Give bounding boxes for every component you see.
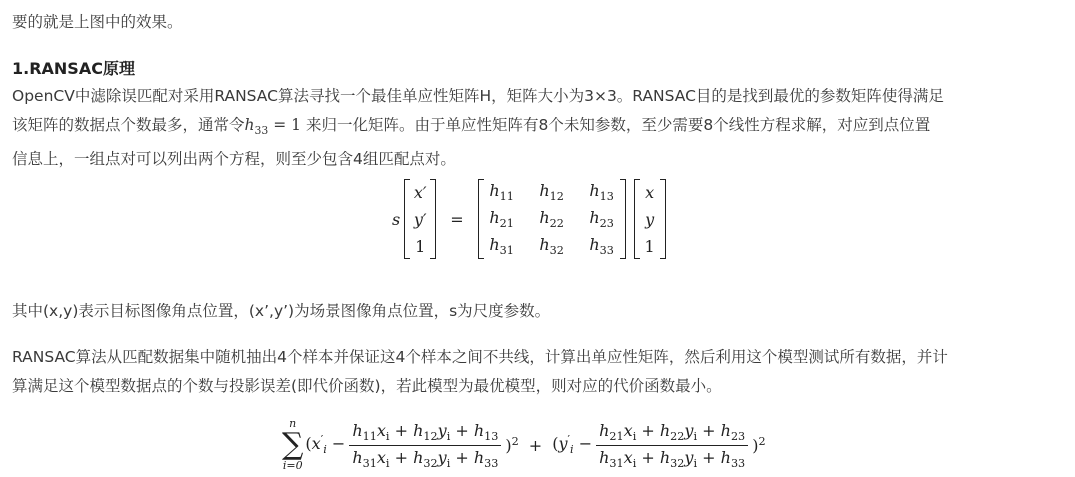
- summation: [282, 418, 303, 472]
- left-vector: [404, 179, 436, 259]
- y-term-close: )$^2$: [752, 434, 766, 456]
- paragraph-line: 算满足这个模型数据点的个数与投影误差(即代价函数)，若此模型为最优模型，则对应的代价函数最小。: [12, 377, 722, 395]
- fraction-denominator: $h_{31}x_i + h_{32}y_i + h_{33}$: [352, 447, 499, 470]
- vector-entry: x′: [413, 182, 427, 202]
- x-term-open: ($x'_i$ −: [305, 433, 346, 457]
- paragraph-coordinates: 其中(x,y)表示目标图像角点位置，(x’,y’)为场景图像角点位置，s为尺度参数。: [12, 302, 551, 320]
- matrix-entry: $h_{21}$: [489, 208, 514, 230]
- vector-entry: x: [645, 182, 655, 202]
- paragraph-line: [12, 111, 1068, 145]
- equals-sign: =: [450, 209, 464, 229]
- matrix-entry: $h_{22}$: [539, 208, 564, 230]
- paragraph-text: 该矩阵的数据点个数最多，通常令: [12, 116, 245, 134]
- inline-math-equals-one: = 1: [273, 116, 302, 134]
- matrix-entry: $h_{12}$: [539, 181, 564, 203]
- homography-matrix: [478, 179, 626, 259]
- paragraph-text: 来归一化矩阵。由于单应性矩阵有8个未知参数，至少需要8个线性方程求解，对应到点位置: [305, 116, 931, 134]
- section-heading: 1.RANSAC原理: [12, 59, 135, 78]
- matrix-entry: $h_{13}$: [589, 181, 614, 203]
- paragraph-ransac-algorithm: [12, 343, 1068, 401]
- vector-entry: y: [645, 209, 655, 229]
- y-term-open: ($y'_i$ −: [552, 433, 593, 457]
- paragraph-line: RANSAC算法从匹配数据集中随机抽出4个样本并保证这4个样本之间不共线，计算出单应性矩阵，然后利用这个模型测试所有数据，并计: [12, 348, 948, 366]
- y-projection-fraction: [596, 421, 748, 470]
- matrix-entry: $h_{33}$: [589, 235, 614, 257]
- vector-entry: y′: [413, 209, 427, 229]
- sigma-symbol: ∑: [282, 427, 304, 462]
- matrix-entry: $h_{23}$: [589, 208, 614, 230]
- paragraph-ransac-principle: [12, 82, 1068, 174]
- intro-line: 要的就是上图中的效果。: [12, 13, 183, 31]
- matrix-entry: $h_{11}$: [489, 181, 514, 203]
- fraction-numerator: $h_{21}x_i + h_{22}y_i + h_{23}$: [596, 421, 748, 446]
- fraction-denominator: $h_{31}x_i + h_{32}y_i + h_{33}$: [599, 447, 746, 470]
- matrix-entry: $h_{31}$: [489, 235, 514, 257]
- paragraph-line: 信息上，一组点对可以列出两个方程，则至少包含4组匹配点对。: [12, 149, 456, 168]
- x-term-close: )$^2$: [505, 434, 519, 456]
- plus-sign: +: [528, 435, 543, 455]
- paragraph-line: OpenCV中滤除误匹配对采用RANSAC算法寻找一个最佳单应性矩阵H，矩阵大小为3×3。RANSAC目的是找到最优的参数矩阵使得满足: [12, 87, 944, 105]
- homography-equation: [392, 178, 670, 260]
- fraction-numerator: $h_{11}x_i + h_{12}y_i + h_{13}$: [349, 421, 501, 446]
- right-vector: [634, 179, 666, 259]
- sum-upper-limit: n: [289, 417, 297, 430]
- cost-function-equation: [282, 415, 766, 475]
- sum-lower-limit: i=0: [282, 459, 303, 472]
- vector-entry: 1: [415, 236, 426, 256]
- inline-math-h33: $h_{33}$: [244, 116, 269, 137]
- scale-symbol: s: [392, 209, 401, 229]
- matrix-entry: $h_{32}$: [539, 235, 564, 257]
- vector-entry: 1: [644, 236, 655, 256]
- x-projection-fraction: [349, 421, 501, 470]
